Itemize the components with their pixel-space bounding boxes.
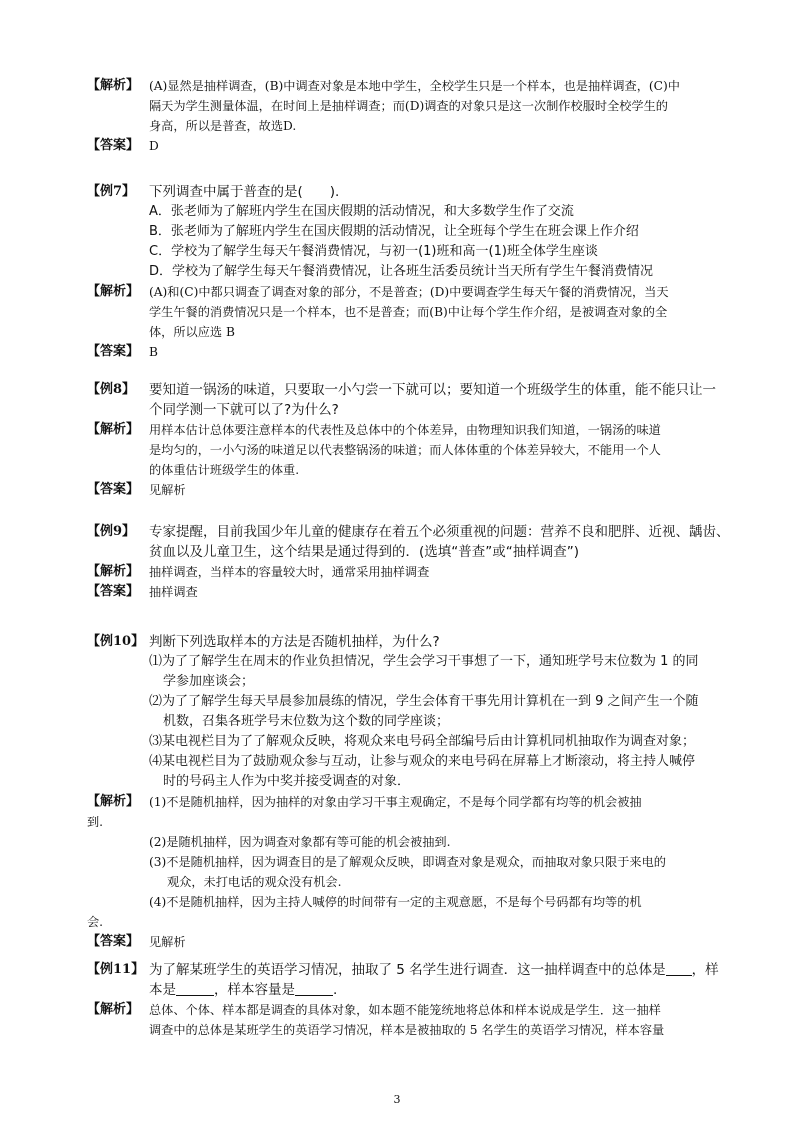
analysis-tag: 【解析】 [87,564,140,579]
answer-text: B [149,345,158,359]
solution-line: (3)不是随机抽样，因为调查目的是了解观众反映，即调查对象是观众，而抽取对象只限于来电的 [149,855,666,869]
answer-text: D [149,139,159,153]
analysis-line: 体，所以应选 B [149,325,235,339]
analysis-tag: 【解析】 [87,794,140,809]
answer-tag: 【答案】 [87,584,140,599]
example-tag: 【例8】 [87,382,136,397]
analysis-tag: 【解析】 [87,422,140,437]
answer-text: 抽样调查 [149,585,198,599]
question-line: 个同学测一下就可以了?为什么? [149,402,339,418]
sub-line: ⑴为了了解学生在周末的作业负担情况，学生会学习干事想了一下，通知班学号末位数为 1 的同 [149,654,699,669]
solution-line-cont: 观众，未打电话的观众没有机会. [167,875,342,889]
analysis-line: 学生午餐的消费情况只是一个样本，也不是普查；而(B)中让每个学生作介绍，是被调查对象的全 [149,305,668,319]
solution-1: (1)不是随机抽样，因为抽样的对象由学习干事主观确定，不是每个同学都有均等的机会被抽 [149,795,642,809]
question-text [149,960,747,1000]
question-text-part: 本是 [149,982,176,998]
example-9 [87,522,747,602]
solution-1-cont: 到. [87,815,104,829]
analysis-line: 身高，所以是普查，故选D. [149,119,297,133]
example-tag: 【例9】 [87,524,136,539]
analysis-row [87,282,747,342]
solution-4: (4)不是随机抽样，因为主持人喊停的时间带有一定的主观意愿，不是每个号码都有均等的机 [149,895,642,909]
page-number: 3 [393,1093,401,1106]
answer-tag: 【答案】 [87,344,140,359]
analysis-text: 抽样调查，当样本的容量较大时，通常采用抽样调查 [149,565,430,579]
analysis-tag: 【解析】 [87,78,140,93]
answer-row [87,480,747,500]
sub-question-1 [87,652,747,692]
prev-example [87,76,747,156]
analysis-row [87,562,747,582]
answer-tag: 【答案】 [87,482,140,497]
question-row [87,522,747,562]
question-text: 判断下列选取样本的方法是否随机抽样，为什么? [149,634,440,650]
question-row [87,182,747,202]
sub-question-2 [87,692,747,732]
analysis-text [149,1000,747,1040]
answer-row [87,136,747,156]
analysis-text [149,420,747,480]
question-row [87,632,747,652]
option-a: A．张老师为了解班内学生在国庆假期的活动情况，和大多数学生作了交流 [149,204,574,219]
example-7 [87,182,747,362]
answer-tag: 【答案】 [87,934,140,949]
sub-line-cont: 机数，召集各班学号末位数为这个数的同学座谈； [163,714,450,729]
sub-line: ⑶某电视栏目为了了解观众反映，将观众来电号码全部编号后由计算机同机抽取作为调查对象； [149,734,696,749]
question-row [87,960,747,1000]
analysis-line: (A)显然是抽样调查，(B)中调查对象是本地中学生，全校学生只是一个样本，也是抽样调查，(C)中 [149,79,680,93]
analysis-tag: 【解析】 [87,284,140,299]
analysis-line: 总体、个体、样本都是调查的具体对象，如本题不能笼统地将总体和样本说成是学生．这一抽样 [149,1003,661,1017]
analysis-row [87,792,747,812]
sub-line-cont: 时的号码主人作为中奖并接受调查的对象． [163,774,411,789]
question-text [149,380,747,420]
blank-sample-size[interactable] [295,981,333,996]
analysis-line: 调查中的总体是某班学生的英语学习情况，样本是被抽取的 5 名学生的英语学习情况，样本容量 [149,1023,665,1037]
solution-3 [87,852,747,892]
question-text-part: . [333,982,338,998]
answer-row [87,932,747,952]
answer-row [87,582,747,602]
question-text: 下列调查中属于普查的是( ). [149,184,340,200]
question-text-part: ，样本容量是 [214,982,295,998]
sub-line-cont: 学参加座谈会； [163,674,255,689]
example-tag: 【例10】 [87,634,145,649]
sub-question-4 [87,752,747,792]
question-line: 贫血以及儿童卫生，这个结果是通过得到的．(选填“普查”或“抽样调查”) [149,544,580,560]
analysis-row [87,1000,747,1040]
analysis-line: 的体重估计班级学生的体重. [149,463,300,477]
example-tag: 【例7】 [87,184,136,199]
analysis-line: 隔天为学生测量体温，在时间上是抽样调查；而(D)调查的对象只是这一次制作校服时全校学生的 [149,99,668,113]
analysis-row [87,420,747,480]
question-line: 专家提醒，目前我国少年儿童的健康存在着五个必须重视的问题：营养不良和肥胖、近视、龋齿、 [149,524,730,540]
question-text [149,522,747,562]
answer-text: 见解析 [149,483,186,497]
question-row [87,380,747,420]
solution-2: (2)是随机抽样，因为调查对象都有等可能的机会被抽到. [149,835,451,849]
question-text-part: 为了解某班学生的英语学习情况，抽取了 5 名学生进行调查．这一抽样调查中的总体是 [149,962,666,978]
blank-sample[interactable] [176,981,214,996]
example-10 [87,632,747,952]
option-b: B．张老师为了解班内学生在国庆假期的活动情况，让全班每个学生在班会课上作介绍 [149,224,639,239]
example-11 [87,960,747,1040]
answer-tag: 【答案】 [87,138,140,153]
example-8 [87,380,747,500]
analysis-text [149,76,747,136]
sub-line: ⑵为了了解学生每天早晨参加晨练的情况，学生会体育干事先用计算机在一到 9 之间产生一个随 [149,694,699,709]
example-tag: 【例11】 [87,962,145,977]
question-line: 要知道一锅汤的味道，只要取一小勺尝一下就可以；要知道一个班级学生的体重，能不能只让一 [149,382,716,398]
option-d: D．学校为了解学生每天午餐消费情况，让各班生活委员统计当天所有学生午餐消费情况 [149,264,654,279]
sub-question-3 [87,732,747,752]
option-c: C．学校为了解学生每天午餐消费情况，与初一(1)班和高一(1)班全体学生座谈 [149,244,598,259]
answer-text: 见解析 [149,935,186,949]
analysis-tag: 【解析】 [87,1002,140,1017]
analysis-line: 用样本估计总体要注意样本的代表性及总体中的个体差异，由物理知识我们知道，一锅汤的味道 [149,423,661,437]
question-text-part: ，样 [691,962,719,978]
blank-population[interactable] [666,961,692,976]
analysis-line: (A)和(C)中都只调查了调查对象的部分，不是普查；(D)中要调查学生每天午餐的消费情况，当天 [149,285,669,299]
sub-line: ⑷某电视栏目为了鼓励观众参与互动，让参与观众的来电号码在屏幕上才断滚动，将主持人喊停 [149,754,696,769]
answer-row [87,342,747,362]
analysis-line: 是均匀的，一小勺汤的味道足以代表整锅汤的味道；而人体体重的个体差异较大，不能用一个人 [149,443,661,457]
solution-4-cont: 会. [87,915,104,929]
analysis-text [149,282,747,342]
analysis-row [87,76,747,136]
